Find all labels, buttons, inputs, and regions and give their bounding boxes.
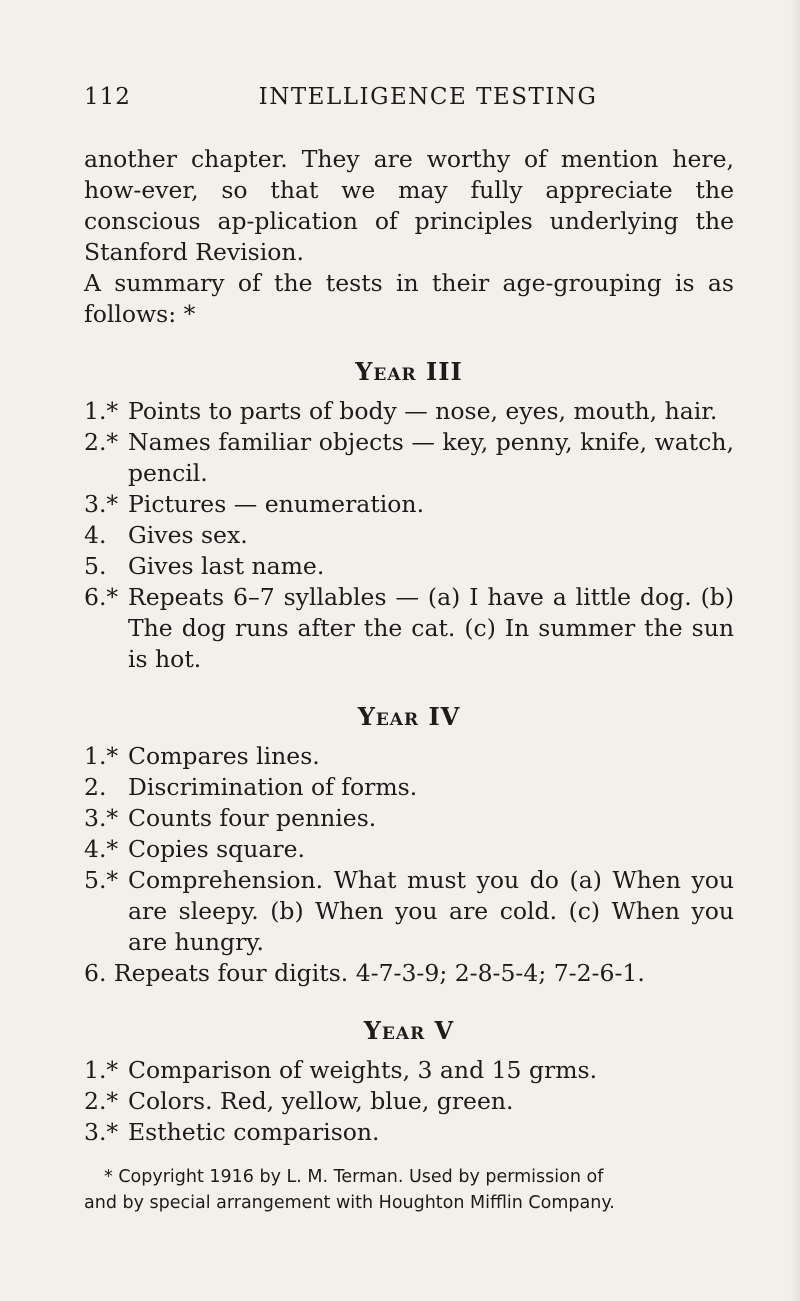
item-text: Points to parts of body — nose, eyes, mouth, hair.: [128, 397, 718, 425]
list-item: [84, 958, 734, 989]
list-item: [84, 1055, 734, 1086]
item-text: Compares lines.: [128, 742, 320, 770]
list-item: [84, 520, 734, 551]
list-item: [84, 772, 734, 803]
item-number: 5.*: [84, 866, 119, 894]
item-number: 4.: [84, 521, 107, 549]
item-number: 6.: [84, 959, 107, 987]
list-item: [84, 396, 734, 427]
item-text: Esthetic comparison.: [128, 1118, 380, 1146]
year-iii-test-list: [84, 396, 734, 675]
item-number: 3.*: [84, 804, 119, 832]
item-text: Colors. Red, yellow, blue, green.: [128, 1087, 514, 1115]
list-item: [84, 1086, 734, 1117]
item-text: Discrimination of forms.: [128, 773, 418, 801]
running-head: [84, 84, 732, 118]
item-text: Names familiar objects — key, penny, knife, watch, pencil.: [128, 428, 734, 487]
footnote-line-2: and by special arrangement with Houghton Mifflin Company.: [84, 1193, 615, 1213]
body-text: [84, 144, 734, 1148]
item-text: Copies square.: [128, 835, 305, 863]
section-heading-year-v: Year V: [363, 1016, 455, 1045]
item-text: Counts four pennies.: [128, 804, 377, 832]
list-item: [84, 741, 734, 772]
running-title: INTELLIGENCE TESTING: [258, 84, 598, 110]
intro-paragraph-summary-text: A summary of the tests in their age-grouping is as follows: *: [84, 269, 734, 328]
item-number: 5.: [84, 552, 107, 580]
section-heading-year-iv: Year IV: [357, 702, 461, 731]
item-text: Gives last name.: [128, 552, 325, 580]
item-text: Repeats four digits. 4-7-3-9; 2-8-5-4; 7-2-6-1.: [113, 959, 645, 987]
list-item: [84, 489, 734, 520]
year-iv-test-list: [84, 741, 734, 989]
item-number: 2.*: [84, 428, 119, 456]
intro-paragraph-summary: [84, 268, 734, 330]
section-heading-year-iii: Year III: [355, 357, 463, 386]
list-item: [84, 1117, 734, 1148]
intro-paragraph-continued: another chapter. They are worthy of mention here, how-ever, so that we may fully appreciate the conscious ap-plication of principles underlying the Stanford Revision.: [84, 145, 734, 266]
item-number: 1.*: [84, 397, 119, 425]
item-number: 3.*: [84, 1118, 119, 1146]
item-number: 2.: [84, 773, 107, 801]
list-item: [84, 865, 734, 958]
item-number: 6.*: [84, 583, 119, 611]
footnote: [84, 1164, 734, 1216]
item-number: 4.*: [84, 835, 119, 863]
page-edge-shadow: [790, 0, 800, 1301]
list-item: [84, 551, 734, 582]
item-number: 3.*: [84, 490, 119, 518]
item-number: 2.*: [84, 1087, 119, 1115]
item-number: 1.*: [84, 1056, 119, 1084]
item-text: Gives sex.: [128, 521, 248, 549]
item-text: Pictures — enumeration.: [128, 490, 425, 518]
year-v-test-list: [84, 1055, 734, 1148]
item-text: Comprehension. What must you do (a) When you are sleepy. (b) When you are cold. (c) When you are hungry.: [128, 866, 734, 956]
list-item: [84, 427, 734, 489]
item-number: 1.*: [84, 742, 119, 770]
list-item: [84, 803, 734, 834]
list-item: [84, 582, 734, 675]
list-item: [84, 834, 734, 865]
footnote-line-1: * Copyright 1916 by L. M. Terman. Used by permission of: [104, 1167, 604, 1187]
item-text: Repeats 6–7 syllables — (a) I have a little dog. (b) The dog runs after the cat. (c) In summer the sun is hot.: [128, 583, 734, 673]
item-text: Comparison of weights, 3 and 15 grms.: [128, 1056, 598, 1084]
page-number: 112: [84, 84, 131, 110]
